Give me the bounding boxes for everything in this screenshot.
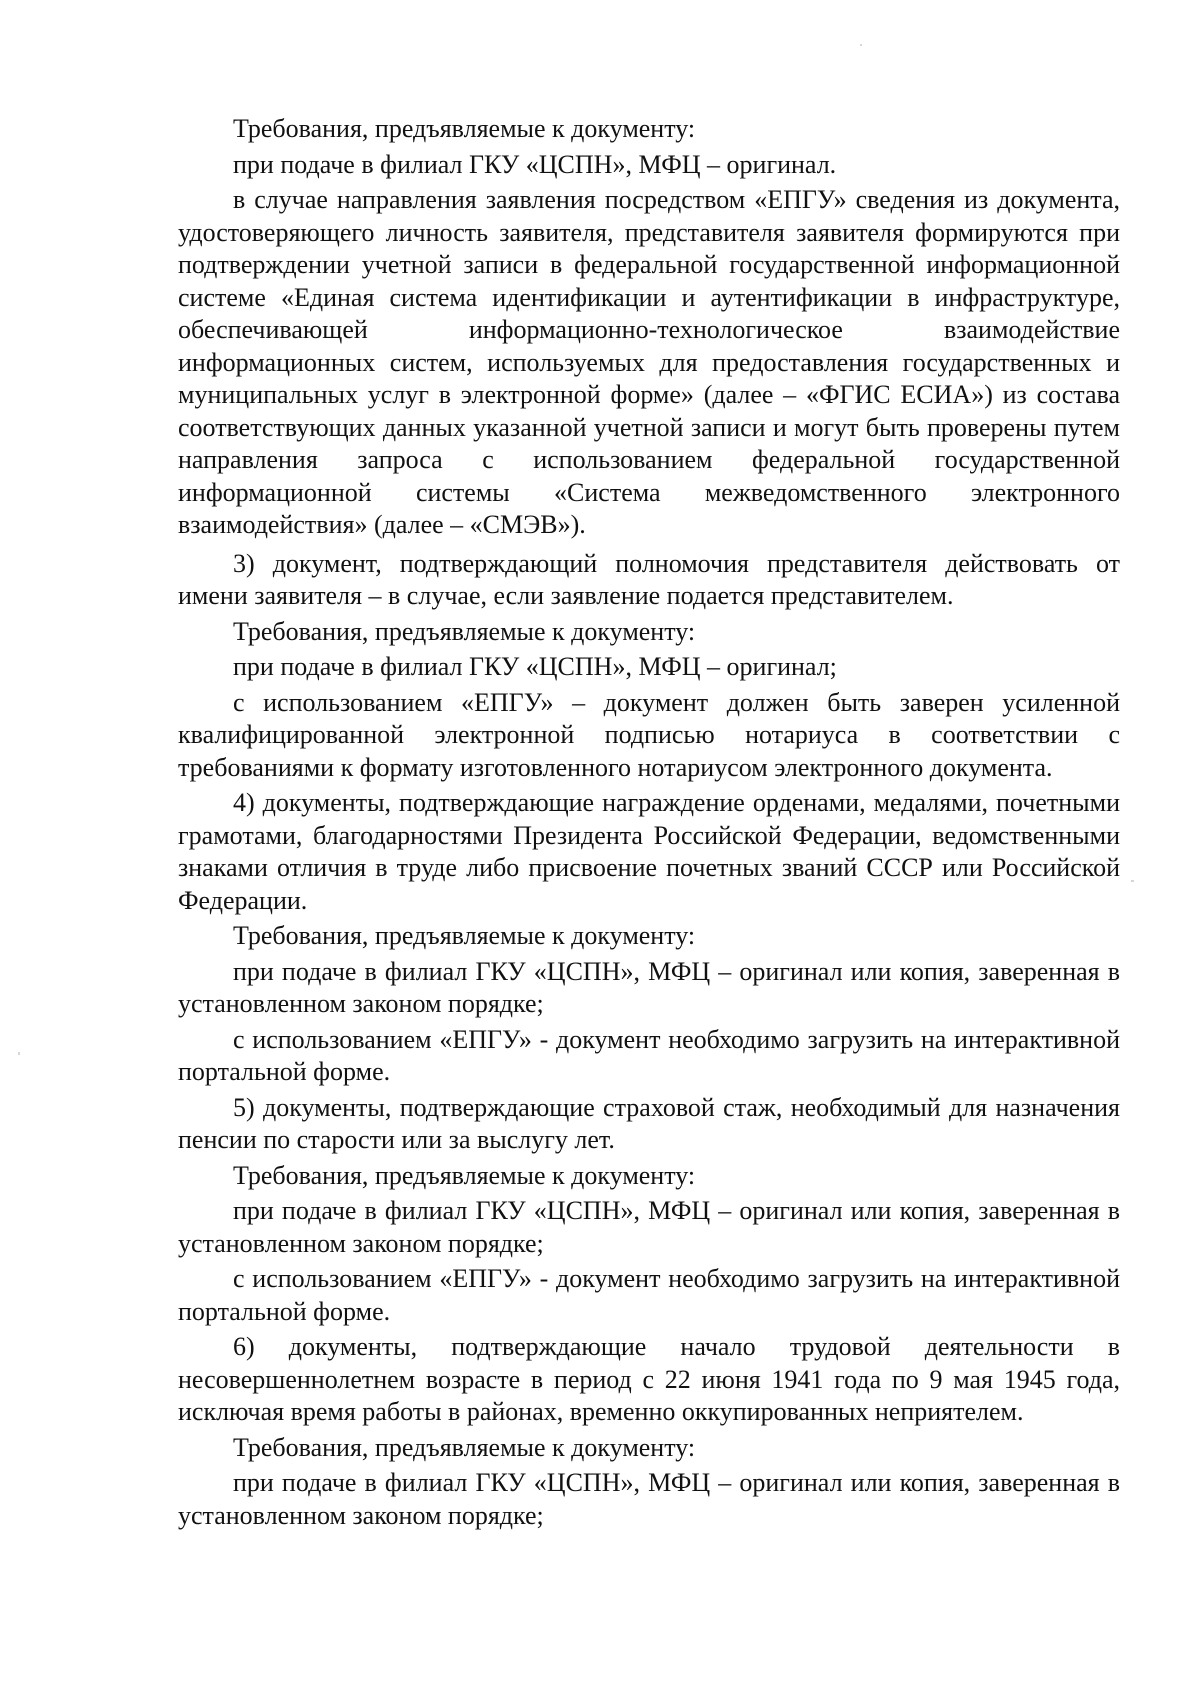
paragraph: 4) документы, подтверждающие награждение орденами, медалями, почетными грамотами, благодарностями Президента Российской Федерации, ведомственными знаками отличия в труде либо присвоение почетных званий СССР или Российской Федерации. <box>178 788 1120 915</box>
document-body <box>178 113 1120 1532</box>
paragraph: при подаче в филиал ГКУ «ЦСПН», МФЦ – оригинал или копия, заверенная в установленном законом порядке; <box>178 956 1120 1018</box>
paragraph: с использованием «ЕПГУ» - документ необходимо загрузить на интерактивной портальной форме. <box>178 1024 1120 1086</box>
scan-speck <box>860 44 862 46</box>
paragraph: в случае направления заявления посредством «ЕПГУ» сведения из документа, удостоверяющего личность заявителя, представителя заявителя формируются при подтверждении учетной записи в федеральной государственной информационной системе «Единая система идентификации и аутентификации в инфраструктуре, обеспечивающей информационно-технологическое взаимодействие информационных систем, используемых для предоставления государственных и муниципальных услуг в электронной форме» (далее – «ФГИС ЕСИА») из состава соответствующих данных указанной учетной записи и могут быть проверены путем направления запроса с использованием федеральной государственной информационной системы «Система межведомственного электронного взаимодействия» (далее – «СМЭВ»). <box>178 185 1120 539</box>
paragraph: Требования, предъявляемые к документу: <box>233 616 696 646</box>
paragraph: Требования, предъявляемые к документу: <box>233 114 696 143</box>
paragraph: Требования, предъявляемые к документу: <box>233 1432 696 1462</box>
scan-speck <box>1131 880 1134 882</box>
paragraph: с использованием «ЕПГУ» – документ должен быть заверен усиленной квалифицированной электронной подписью нотариуса в соответствии с требованиями к формату изготовленного нотариусом электронного документа. <box>178 687 1120 782</box>
paragraph: 5) документы, подтверждающие страховой стаж, необходимый для назначения пенсии по старости или за выслугу лет. <box>178 1092 1120 1154</box>
paragraph: 6) документы, подтверждающие начало трудовой деятельности в несовершеннолетнем возрасте в период с 22 июня 1941 года по 9 мая 1945 года, исключая время работы в районах, временно оккупированных неприятелем. <box>178 1332 1120 1426</box>
paragraph: при подаче в филиал ГКУ «ЦСПН», МФЦ – оригинал или копия, заверенная в установленном законом порядке; <box>178 1196 1120 1258</box>
paragraph: при подаче в филиал ГКУ «ЦСПН», МФЦ – оригинал или копия, заверенная в установленном законом порядке; <box>178 1468 1120 1530</box>
paragraph: Требования, предъявляемые к документу: <box>233 921 696 950</box>
paragraph: при подаче в филиал ГКУ «ЦСПН», МФЦ – оригинал; <box>233 652 837 681</box>
paragraph: с использованием «ЕПГУ» - документ необходимо загрузить на интерактивной портальной форме. <box>178 1264 1120 1326</box>
paragraph: Требования, предъявляемые к документу: <box>233 1160 696 1190</box>
paragraph: при подаче в филиал ГКУ «ЦСПН», МФЦ – оригинал. <box>233 149 837 179</box>
paragraph: 3) документ, подтверждающий полномочия представителя действовать от имени заявителя – в случае, если заявление подается представителем. <box>178 548 1120 610</box>
scan-speck <box>18 1052 20 1055</box>
